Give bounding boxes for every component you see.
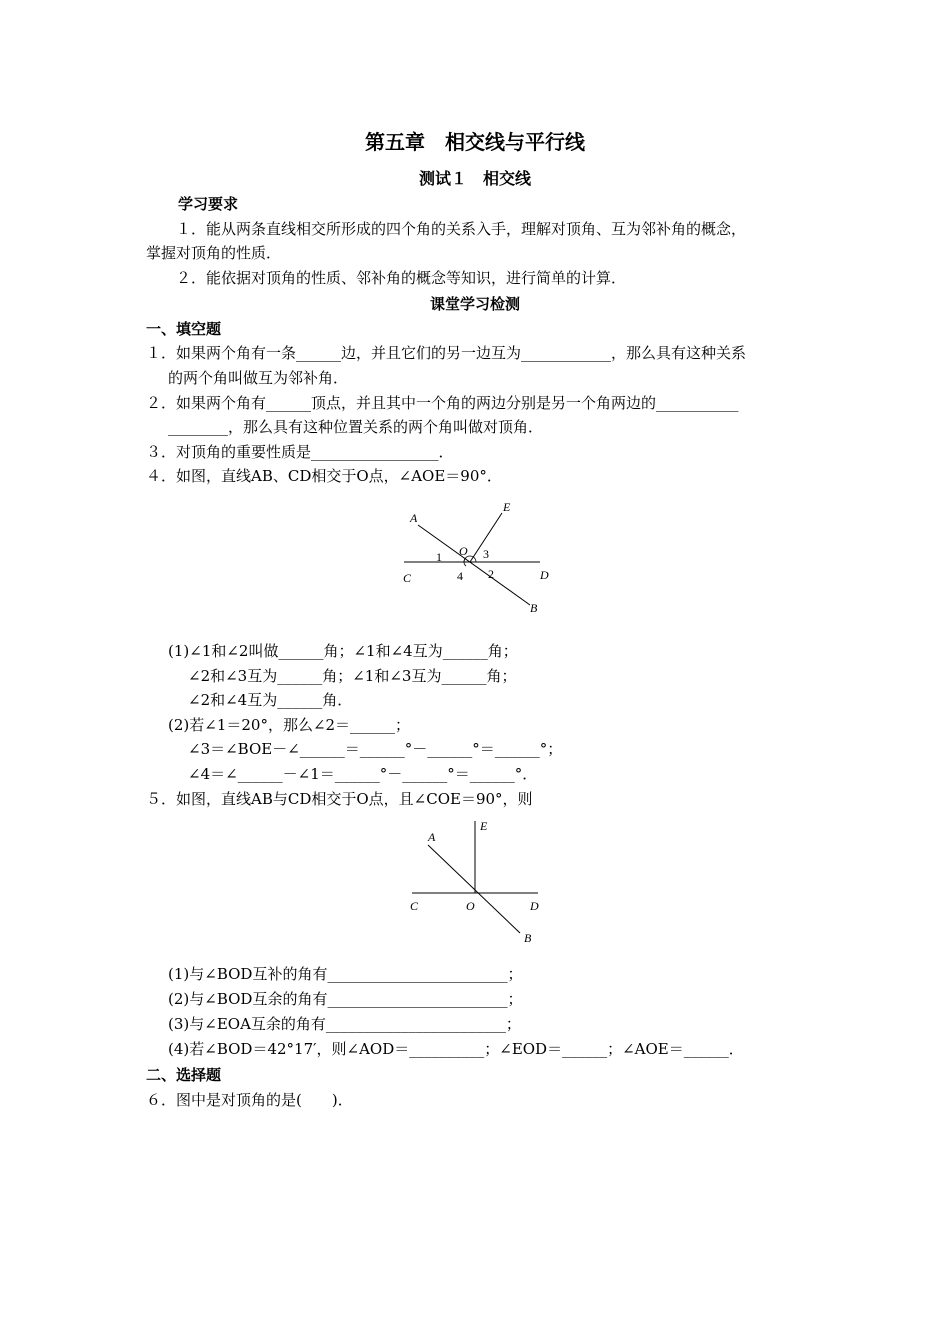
question-1-line-2: 的两个角叫做互为邻补角． bbox=[168, 369, 349, 387]
question-5-sub-3: (3)与∠EOA互余的角有________________________； bbox=[168, 1015, 521, 1033]
line-ab bbox=[428, 845, 520, 933]
question-5-sub-2: (2)与∠BOD互余的角有________________________； bbox=[168, 990, 523, 1008]
figure-2 bbox=[400, 815, 550, 950]
line-ab bbox=[418, 525, 530, 605]
question-4: ４．如图，直线AB、CD相交于O点，∠AOE＝90°． bbox=[146, 467, 502, 485]
question-4-sub-6: ∠4＝∠______－∠1＝______°－______°＝______°． bbox=[188, 765, 538, 783]
requirements-heading: 学习要求 bbox=[178, 195, 239, 213]
question-5: ５．如图，直线AB与CD相交于O点，且∠COE＝90°，则 bbox=[146, 790, 533, 808]
question-5-sub-1: (1)与∠BOD互补的角有________________________； bbox=[168, 965, 523, 983]
label-angle-1: 1 bbox=[436, 550, 442, 564]
question-6: ６．图中是对顶角的是( )． bbox=[146, 1091, 353, 1109]
section-title: 课堂学习检测 bbox=[429, 295, 520, 313]
label-a: A bbox=[410, 511, 418, 525]
label-e: E bbox=[480, 819, 488, 833]
label-o: O bbox=[466, 899, 475, 913]
question-3: ３．对顶角的重要性质是_________________． bbox=[146, 443, 454, 461]
part2-heading: 二、选择题 bbox=[146, 1066, 222, 1084]
label-o: O bbox=[459, 544, 468, 558]
label-angle-4: 4 bbox=[457, 569, 463, 583]
chapter-title: 第五章 相交线与平行线 bbox=[365, 130, 585, 154]
label-d: D bbox=[530, 899, 539, 913]
label-d: D bbox=[540, 568, 549, 582]
label-b: B bbox=[530, 601, 538, 615]
question-2-line-1: ２．如果两个角有______顶点，并且其中一个角的两边分别是另一个角两边的___________ bbox=[146, 394, 739, 412]
label-a: A bbox=[428, 830, 436, 844]
question-5-sub-4: (4)若∠BOD＝42°17′，则∠AOD＝__________；∠EOD＝______；∠AOE＝______． bbox=[168, 1040, 744, 1058]
question-4-sub-3: ∠2和∠4互为______角． bbox=[188, 691, 353, 709]
test-title: 测试１ 相交线 bbox=[418, 169, 531, 188]
label-angle-3: 3 bbox=[483, 547, 489, 561]
question-1-line-1: １．如果两个角有一条______边，并且它们的另一边互为____________，那么具有这种关系 bbox=[146, 344, 747, 362]
figure-1-diagram bbox=[390, 495, 560, 620]
question-2-line-2: ________，那么具有这种位置关系的两个角叫做对顶角． bbox=[168, 418, 544, 436]
question-4-sub-4: (2)若∠1＝20°，那么∠2＝______； bbox=[168, 716, 411, 734]
label-angle-2: 2 bbox=[488, 567, 494, 581]
label-c: C bbox=[410, 899, 419, 913]
label-e: E bbox=[503, 500, 511, 514]
requirement-2: ２．能依据对顶角的性质、邻补角的概念等知识，进行简单的计算． bbox=[176, 269, 627, 287]
label-b: B bbox=[524, 931, 532, 945]
figure-2-diagram bbox=[400, 815, 550, 950]
question-4-sub-1: (1)∠1和∠2叫做______角；∠1和∠4互为______角； bbox=[168, 642, 518, 660]
figure-1 bbox=[390, 495, 560, 620]
requirement-1-line-1: １．能从两条直线相交所形成的四个角的关系入手，理解对顶角、互为邻补角的概念， bbox=[176, 220, 747, 238]
question-4-sub-2: ∠2和∠3互为______角；∠1和∠3互为______角； bbox=[188, 667, 517, 685]
label-c: C bbox=[403, 571, 412, 585]
question-4-sub-5: ∠3＝∠BOE－∠______＝______°－______°＝______°； bbox=[188, 740, 563, 758]
requirement-1-line-2: 掌握对顶角的性质． bbox=[146, 244, 282, 262]
part1-heading: 一、填空题 bbox=[146, 320, 222, 338]
